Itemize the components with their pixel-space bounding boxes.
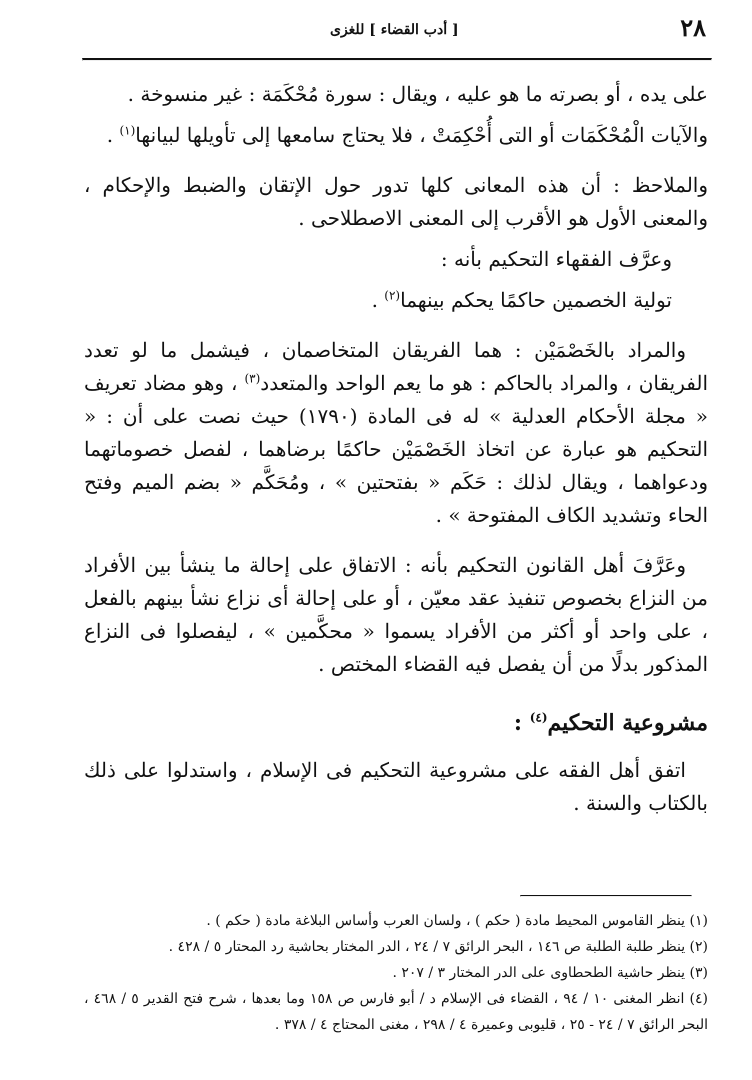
- footnote-4: (٤) انظر المغنى ١٠ / ٩٤ ، القضاء فى الإسلام د / أبو فارس ص ١٥٨ وما بعدها ، شرح فتح القدير ٥ / ٤٦٨ ، البحر الرائق ٧ / ٢٤ - ٢٥ ، قليوبى وعميرة ٤ / ٢٩٨ ، مغنى المحتاج ٤ / ٣٧٨ .: [84, 991, 708, 1033]
- footnote-1: (١) ينظر القاموس المحيط مادة ( حكم ) ، ولسان العرب وأساس البلاغة مادة ( حكم ) .: [206, 913, 708, 929]
- footnote-ref-3[interactable]: (٣): [244, 371, 261, 386]
- paragraph-3: والملاحظ : أن هذه المعانى كلها تدور حول الإتقان والضبط والإحكام ، والمعنى الأول هو الأقرب إلى المعنى الاصطلاحى .: [84, 173, 708, 230]
- footnote-ref-2[interactable]: (٢): [384, 288, 401, 303]
- paragraph-8: اتفق أهل الفقه على مشروعية التحكيم فى الإسلام ، واستدلوا على ذلك بالكتاب والسنة .: [84, 758, 708, 815]
- footnote-ref-4[interactable]: (٤): [529, 710, 548, 725]
- footnotes: [84, 908, 708, 1038]
- footnote-3: (٣) ينظر حاشية الطحطاوى على الدر المختار ٣ / ٢٠٧ .: [392, 965, 708, 981]
- footnote-rule: [520, 895, 692, 897]
- footnote-2: (٢) ينظر طلبة الطلبة ص ١٤٦ ، البحر الرائق ٧ / ٢٤ ، الدر المختار بحاشية رد المحتار ٥ / ٤٢٨ .: [168, 939, 708, 955]
- body-text: [84, 78, 708, 837]
- paragraph-7: وعَرَّفَ أهل القانون التحكيم بأنه : الاتفاق على إحالة ما ينشأ بين الأفراد من النزاع بخصوص تنفيذ عقد معيّن ، أو على إحالة أى نزاع نشأ بينهم بالفعل ، على واحد أو أكثر من الأفراد يسموا « محكَّمين » ، ليفصلوا فى النزاع المذكور بدلًا من أن يفصل فيه القضاء المختص .: [84, 553, 708, 676]
- header-rule: [82, 58, 712, 61]
- running-title: [ أدب القضاء ] للغزى: [330, 22, 459, 38]
- paragraph-2: والآيات الْمُحْكَمَات أو التى أُحْكِمَتْ ، فلا يحتاج سامعها إلى تأويلها لبيانها$^{(١)}$ .: [106, 123, 708, 147]
- paragraph-1: على يده ، أو بصرته ما هو عليه ، ويقال : سورة مُحْكَمَة : غير منسوخة .: [127, 82, 708, 106]
- paragraph-4: وعرَّف الفقهاء التحكيم بأنه :: [440, 247, 672, 271]
- paragraph-6: والمراد بالخَصْمَيْن : هما الفريقان المتخاصمان ، فيشمل ما لو تعدد الفريقان ، والمراد بالحاكم : هو ما يعم الواحد والمتعدد$^{(٣)}$ ، وهو مضاد تعريف « مجلة الأحكام العدلية » له فى المادة (١٧٩٠) حيث نصت على أن : « التحكيم هو عبارة عن اتخاذ الخَصْمَيْن حاكمًا برضاهما ، لفصل خصوماتهما ودعواهما ، ويقال لذلك : حَكَم « بفتحتين » ، ومُحَكَّم « بضم الميم وفتح الحاء وتشديد الكاف المفتوحة » .: [84, 338, 709, 527]
- page-number: ٢٨: [680, 13, 706, 42]
- section-heading: مشروعية التحكيم$^{(٤)}$ :: [513, 710, 708, 736]
- paragraph-5: تولية الخصمين حاكمًا يحكم بينهما$^{(٢)}$ .: [371, 288, 672, 312]
- footnote-ref-1[interactable]: (١): [119, 123, 136, 138]
